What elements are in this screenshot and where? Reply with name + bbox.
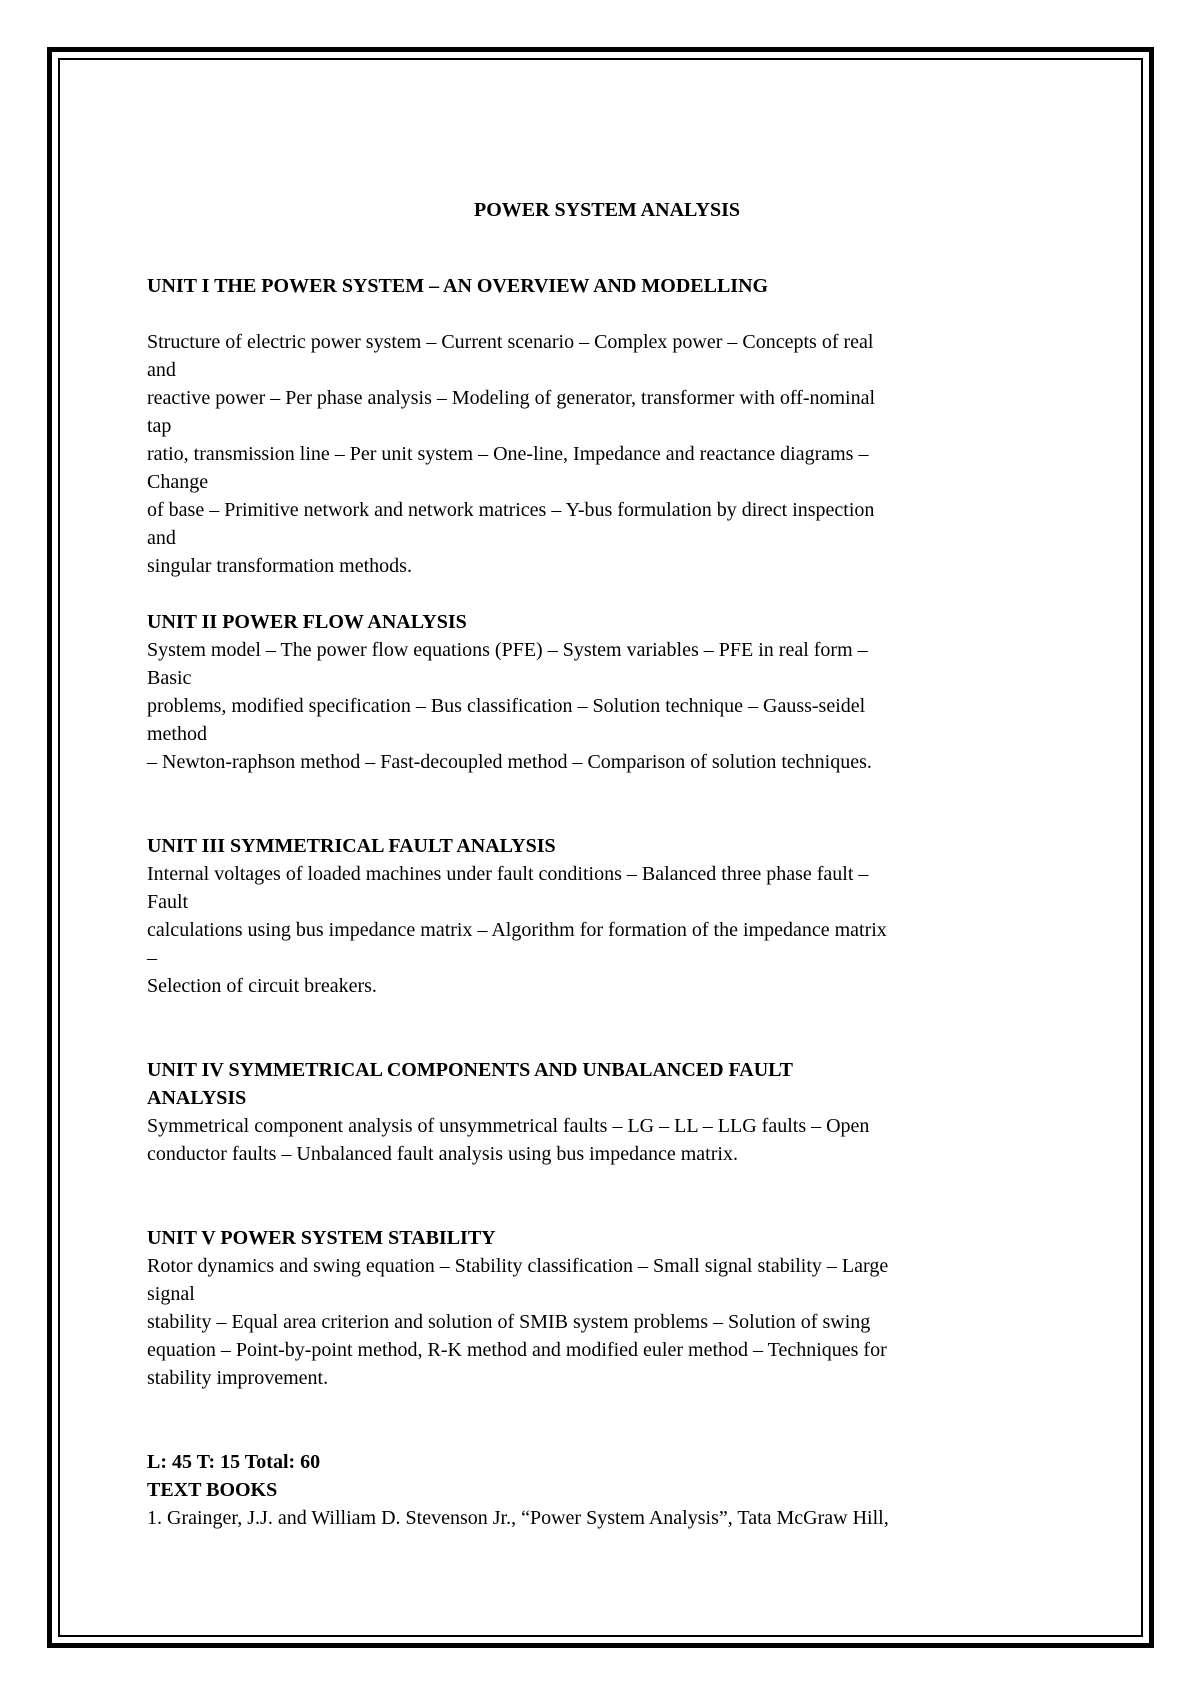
- unit-text-line: of base – Primitive network and network matrices – Y-bus formulation by direct inspection: [147, 499, 875, 521]
- unit-text-line: signal: [147, 1283, 195, 1305]
- unit-text-line: stability – Equal area criterion and solution of SMIB system problems – Solution of swing: [147, 1311, 871, 1333]
- unit-section-5: [147, 1224, 1067, 1392]
- unit-text-line: reactive power – Per phase analysis – Modeling of generator, transformer with off-nominal: [147, 387, 876, 409]
- unit-text-line: Basic: [147, 667, 192, 689]
- unit-text-line: stability improvement.: [147, 1367, 329, 1389]
- unit-text-line: – Newton-raphson method – Fast-decoupled method – Comparison of solution techniques.: [147, 751, 872, 773]
- unit-text-line: –: [147, 947, 157, 969]
- unit-text-line: Internal voltages of loaded machines under fault conditions – Balanced three phase fault –: [147, 863, 869, 885]
- unit-text-line: System model – The power flow equations (PFE) – System variables – PFE in real form –: [147, 639, 868, 661]
- unit-text-line: Fault: [147, 891, 189, 913]
- textbook-entry: 1. Grainger, J.J. and William D. Stevenson Jr., “Power System Analysis”, Tata McGraw Hill,: [147, 1507, 889, 1529]
- unit-text-line: calculations using bus impedance matrix – Algorithm for formation of the impedance matrix: [147, 919, 887, 941]
- unit-text-line: conductor faults – Unbalanced fault analysis using bus impedance matrix.: [147, 1143, 738, 1165]
- unit-text-line: ratio, transmission line – Per unit system – One-line, Impedance and reactance diagrams –: [147, 443, 869, 465]
- unit-text-line: Selection of circuit breakers.: [147, 975, 377, 997]
- hours-summary: L: 45 T: 15 Total: 60: [147, 1451, 321, 1473]
- unit-heading: UNIT II POWER FLOW ANALYSIS: [147, 611, 467, 633]
- textbooks-heading: TEXT BOOKS: [147, 1479, 278, 1501]
- unit-section-3: [147, 832, 1067, 1000]
- unit-heading: UNIT III SYMMETRICAL FAULT ANALYSIS: [147, 835, 556, 857]
- unit-heading: UNIT V POWER SYSTEM STABILITY: [147, 1227, 496, 1249]
- unit-text-line: Change: [147, 471, 209, 493]
- unit-text-line: Symmetrical component analysis of unsymmetrical faults – LG – LL – LLG faults – Open: [147, 1115, 870, 1137]
- unit-text-line: Rotor dynamics and swing equation – Stability classification – Small signal stability – Large: [147, 1255, 889, 1277]
- unit-section-4: [147, 1056, 1067, 1168]
- unit-text-line: and: [147, 527, 176, 549]
- unit-heading: UNIT I THE POWER SYSTEM – AN OVERVIEW AND MODELLING: [147, 275, 769, 297]
- unit-text-line: tap: [147, 415, 172, 437]
- unit-text-line: problems, modified specification – Bus classification – Solution technique – Gauss-seidel: [147, 695, 866, 717]
- document-title: POWER SYSTEM ANALYSIS: [473, 199, 740, 221]
- unit-section-2: [147, 608, 1067, 776]
- unit-text-line: equation – Point-by-point method, R-K method and modified euler method – Techniques for: [147, 1339, 887, 1361]
- unit-text-line: method: [147, 723, 207, 745]
- unit-text-line: singular transformation methods.: [147, 555, 412, 577]
- unit-heading: ANALYSIS: [147, 1087, 247, 1109]
- unit-text-line: and: [147, 359, 176, 381]
- textbooks-section: [147, 1448, 1067, 1532]
- unit-text-line: Structure of electric power system – Current scenario – Complex power – Concepts of real: [147, 331, 874, 353]
- unit-heading: UNIT IV SYMMETRICAL COMPONENTS AND UNBALANCED FAULT: [147, 1059, 794, 1081]
- unit-section-1: [147, 272, 1067, 580]
- document-content: [147, 196, 1067, 1532]
